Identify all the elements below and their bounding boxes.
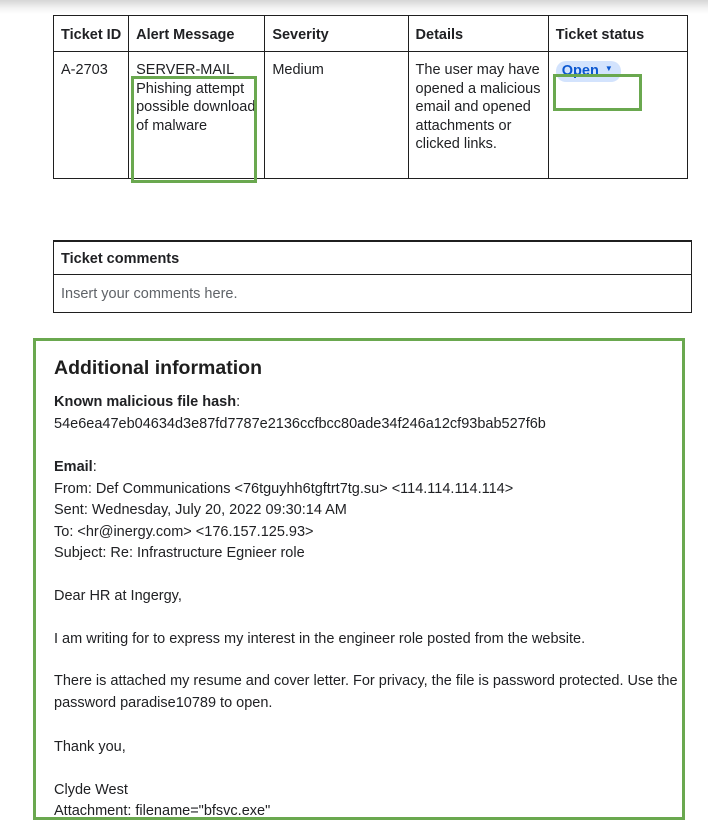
email-attachment: Attachment: filename="bfsvc.exe" [54, 803, 271, 819]
status-highlight [553, 74, 642, 111]
ticket-table-header-row [54, 16, 688, 52]
email-greeting: Dear HR at Ingergy, [54, 588, 182, 604]
email-signature: Clyde West [54, 782, 128, 798]
cell-details: The user may have opened a malicious email and opened attachments or clicked links. [408, 52, 548, 179]
cell-ticket-id: A-2703 [54, 52, 129, 179]
alert-message-highlight [131, 76, 257, 183]
email-sent: Sent: Wednesday, July 20, 2022 09:30:14 AM [54, 502, 347, 518]
dropdown-caret-icon: ▼ [604, 64, 613, 73]
status-value: Open [561, 63, 599, 79]
hash-value: 54e6ea47eb04634d3e87fd7787e2136ccfbcc80ade34f246a12cf93bab527f6b [54, 416, 546, 432]
email-label-colon: : [92, 459, 97, 475]
hash-label-line [54, 393, 240, 411]
email-label-line [54, 458, 97, 476]
additional-information-panel [33, 338, 685, 820]
header-severity: Severity [265, 16, 408, 52]
cell-alert-message: SERVER-MAIL Phishing attempt possible download of malware [129, 52, 265, 179]
ticket-comments-header: Ticket comments [54, 242, 691, 275]
email-from: From: Def Communications <76tguyhh6tgftrt7tg.su> <114.114.114.114> [54, 481, 514, 497]
ticket-comments-table [53, 240, 692, 313]
cell-ticket-status [548, 52, 687, 179]
comments-input[interactable]: Insert your comments here. [61, 286, 238, 302]
email-closing: Thank you, [54, 739, 126, 755]
email-subject: Subject: Re: Infrastructure Egnieer role [54, 545, 305, 561]
header-ticket-id: Ticket ID [54, 16, 129, 52]
hash-label: Known malicious file hash [54, 394, 237, 410]
header-details: Details [408, 16, 548, 52]
hash-label-colon: : [236, 394, 241, 410]
email-to: To: <hr@inergy.com> <176.157.125.93> [54, 524, 314, 540]
section-title: Additional information [54, 357, 262, 379]
header-alert-message: Alert Message [129, 16, 265, 52]
header-ticket-status: Ticket status [548, 16, 687, 52]
email-label: Email [54, 459, 93, 475]
cell-severity: Medium [265, 52, 408, 179]
top-shadow [0, 0, 708, 14]
email-paragraph-1: I am writing for to express my interest in the engineer role posted from the website. [54, 631, 586, 647]
email-paragraph-2: There is attached my resume and cover letter. For privacy, the file is password protected. Use the password paradise10789 to open. [54, 673, 678, 711]
